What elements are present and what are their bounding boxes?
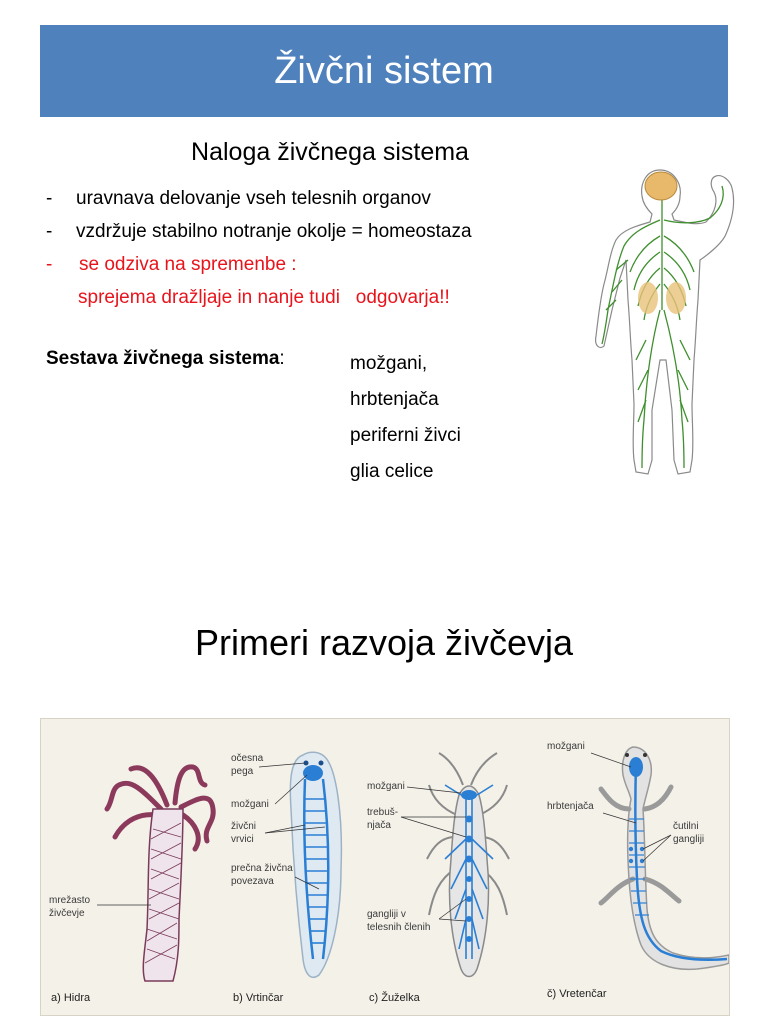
- bullet-item: [46, 182, 472, 215]
- page-title: Živčni sistem: [274, 49, 494, 92]
- sestava-item: periferni živci: [350, 425, 461, 446]
- bullet-dash: -: [46, 188, 53, 209]
- hidra-drawing: [49, 767, 213, 1004]
- section-title: Primeri razvoja živčevja: [194, 622, 574, 663]
- vrtincar-drawing: [231, 752, 341, 1004]
- vretencar-label: čutilni: [673, 821, 699, 832]
- vrtincar-label: povezava: [231, 876, 274, 887]
- vretencar-label: možgani: [547, 741, 585, 752]
- vretencar-label: hrbtenjača: [547, 801, 594, 812]
- bullet-dash: -: [46, 254, 53, 275]
- zuzelka-caption: c) Žuželka: [369, 992, 420, 1004]
- zuzelka-label: telesnih členih: [367, 922, 431, 933]
- bullet-item: [46, 248, 472, 281]
- bullet-text: se odziva na spremenbe :: [79, 254, 297, 275]
- zuzelka-drawing: [367, 753, 509, 1004]
- bullet-dash: -: [46, 221, 53, 242]
- vrtincar-label: pega: [231, 766, 254, 777]
- vrtincar-caption: b) Vrtinčar: [233, 992, 284, 1004]
- nervous-system-evolution-figure: [40, 718, 730, 1016]
- sestava-list: [350, 346, 461, 490]
- vrtincar-label: živčni: [231, 821, 257, 832]
- hidra-caption: a) Hidra: [51, 992, 91, 1004]
- vretencar-caption: č) Vretenčar: [547, 988, 607, 1000]
- human-nervous-system-illustration: [576, 160, 762, 488]
- vretencar-drawing: [547, 741, 729, 1000]
- bullet-continuation: sprejema dražljaje in nanje tudi odgovarja!!: [78, 287, 450, 308]
- bullet-item: [46, 215, 472, 248]
- zuzelka-label: trebuš-: [367, 807, 399, 818]
- sestava-item: glia celice: [350, 461, 434, 482]
- vrtincar-label: prečna živčna: [231, 863, 293, 874]
- bullet-text: uravnava delovanje vseh telesnih organov: [76, 188, 431, 209]
- vretencar-label: gangliji: [673, 834, 705, 845]
- sestava-colon: :: [279, 348, 285, 369]
- sestava-label-text: Sestava živčnega sistema: [46, 348, 280, 369]
- title-bar: [40, 25, 728, 117]
- zuzelka-label: njača: [367, 820, 391, 831]
- zuzelka-label: gangliji v: [367, 909, 406, 920]
- zuzelka-label: možgani: [367, 781, 405, 792]
- sestava-label: [46, 348, 285, 370]
- bullet-text: vzdržuje stabilno notranje okolje = homeostaza: [76, 221, 472, 242]
- subheading: Naloga živčnega sistema: [191, 138, 469, 166]
- vrtincar-label: očesna: [231, 753, 264, 764]
- sestava-item: hrbtenjača: [350, 389, 439, 410]
- hidra-label: živčevje: [49, 908, 85, 919]
- vrtincar-label: možgani: [231, 799, 269, 810]
- vrtincar-label: vrvici: [231, 834, 254, 845]
- figure-drawing: [41, 719, 729, 1015]
- hidra-label: mrežasto: [49, 895, 91, 906]
- sestava-item: možgani,: [350, 353, 428, 374]
- bullet-list: [46, 182, 472, 314]
